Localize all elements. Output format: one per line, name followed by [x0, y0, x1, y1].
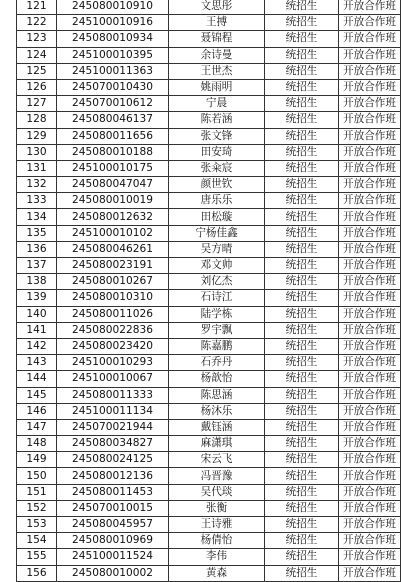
class-name-cell: 开放合作班 — [339, 0, 401, 15]
row-number-cell: 123 — [17, 31, 57, 47]
class-name-cell: 开放合作班 — [339, 15, 401, 31]
class-name-cell: 开放合作班 — [339, 160, 401, 176]
student-name-cell: 麻潇琪 — [169, 436, 265, 452]
student-id-cell: 245080012136 — [57, 468, 169, 484]
student-id-cell: 245080010267 — [57, 274, 169, 290]
student-id-cell: 245080010969 — [57, 533, 169, 549]
row-number-cell: 127 — [17, 96, 57, 112]
row-number-cell: 143 — [17, 355, 57, 371]
student-name-cell: 余诗曼 — [169, 47, 265, 63]
enrollment-type-cell: 统招生 — [265, 112, 339, 128]
student-id-cell: 245080011333 — [57, 387, 169, 403]
row-number-cell: 138 — [17, 274, 57, 290]
student-name-cell: 宋云飞 — [169, 452, 265, 468]
student-name-cell: 颜世钦 — [169, 177, 265, 193]
enrollment-type-cell: 统招生 — [265, 452, 339, 468]
student-id-cell: 245080046261 — [57, 241, 169, 257]
table-row — [17, 112, 401, 128]
student-id-cell: 245080023420 — [57, 338, 169, 354]
student-id-cell: 245080045957 — [57, 517, 169, 533]
class-name-cell: 开放合作班 — [339, 193, 401, 209]
row-number-cell: 148 — [17, 436, 57, 452]
table-row — [17, 128, 401, 144]
row-number-cell: 121 — [17, 0, 57, 15]
table-row — [17, 225, 401, 241]
row-number-cell: 129 — [17, 128, 57, 144]
row-number-cell: 145 — [17, 387, 57, 403]
class-name-cell: 开放合作班 — [339, 225, 401, 241]
table-row — [17, 517, 401, 533]
table-row — [17, 193, 401, 209]
student-name-cell: 石乔丹 — [169, 355, 265, 371]
row-number-cell: 141 — [17, 322, 57, 338]
table-row — [17, 387, 401, 403]
student-id-cell: 245080047047 — [57, 177, 169, 193]
table-row — [17, 549, 401, 565]
student-id-cell: 245070010430 — [57, 79, 169, 95]
table-row — [17, 403, 401, 419]
class-name-cell: 开放合作班 — [339, 371, 401, 387]
enrollment-type-cell: 统招生 — [265, 355, 339, 371]
class-name-cell: 开放合作班 — [339, 484, 401, 500]
student-name-cell: 田松璇 — [169, 209, 265, 225]
student-name-cell: 文思彤 — [169, 0, 265, 15]
row-number-cell: 140 — [17, 306, 57, 322]
student-id-cell: 245080010019 — [57, 193, 169, 209]
class-name-cell: 开放合作班 — [339, 533, 401, 549]
student-id-cell: 245080010188 — [57, 144, 169, 160]
class-name-cell: 开放合作班 — [339, 96, 401, 112]
enrollment-type-cell: 统招生 — [265, 128, 339, 144]
student-id-cell: 245080010310 — [57, 290, 169, 306]
table-row — [17, 436, 401, 452]
class-name-cell: 开放合作班 — [339, 306, 401, 322]
student-id-cell: 245100010916 — [57, 15, 169, 31]
class-name-cell: 开放合作班 — [339, 419, 401, 435]
table-row — [17, 500, 401, 516]
class-name-cell: 开放合作班 — [339, 241, 401, 257]
row-number-cell: 137 — [17, 258, 57, 274]
table-row — [17, 533, 401, 549]
class-name-cell: 开放合作班 — [339, 565, 401, 581]
student-name-cell: 黄森 — [169, 565, 265, 581]
table-row — [17, 258, 401, 274]
enrollment-type-cell: 统招生 — [265, 160, 339, 176]
student-id-cell: 245100010175 — [57, 160, 169, 176]
enrollment-type-cell: 统招生 — [265, 338, 339, 354]
class-name-cell: 开放合作班 — [339, 128, 401, 144]
student-id-cell: 245080011656 — [57, 128, 169, 144]
row-number-cell: 153 — [17, 517, 57, 533]
row-number-cell: 152 — [17, 500, 57, 516]
enrollment-type-cell: 统招生 — [265, 15, 339, 31]
table-row — [17, 209, 401, 225]
student-id-cell: 245080046137 — [57, 112, 169, 128]
class-name-cell: 开放合作班 — [339, 290, 401, 306]
enrollment-type-cell: 统招生 — [265, 193, 339, 209]
table-row — [17, 419, 401, 435]
row-number-cell: 136 — [17, 241, 57, 257]
class-name-cell: 开放合作班 — [339, 517, 401, 533]
row-number-cell: 125 — [17, 63, 57, 79]
class-name-cell: 开放合作班 — [339, 403, 401, 419]
enrollment-type-cell: 统招生 — [265, 533, 339, 549]
student-id-cell: 245080022836 — [57, 322, 169, 338]
student-roster-table — [16, 0, 401, 582]
student-name-cell: 姚雨明 — [169, 79, 265, 95]
row-number-cell: 146 — [17, 403, 57, 419]
table-row — [17, 31, 401, 47]
enrollment-type-cell: 统招生 — [265, 419, 339, 435]
enrollment-type-cell: 统招生 — [265, 177, 339, 193]
class-name-cell: 开放合作班 — [339, 258, 401, 274]
enrollment-type-cell: 统招生 — [265, 290, 339, 306]
student-id-cell: 245080011453 — [57, 484, 169, 500]
row-number-cell: 142 — [17, 338, 57, 354]
row-number-cell: 149 — [17, 452, 57, 468]
class-name-cell: 开放合作班 — [339, 468, 401, 484]
student-id-cell: 245100010293 — [57, 355, 169, 371]
student-id-cell: 245080034827 — [57, 436, 169, 452]
row-number-cell: 135 — [17, 225, 57, 241]
enrollment-type-cell: 统招生 — [265, 436, 339, 452]
table-row — [17, 484, 401, 500]
class-name-cell: 开放合作班 — [339, 209, 401, 225]
enrollment-type-cell: 统招生 — [265, 79, 339, 95]
class-name-cell: 开放合作班 — [339, 452, 401, 468]
row-number-cell: 124 — [17, 47, 57, 63]
enrollment-type-cell: 统招生 — [265, 209, 339, 225]
table-row — [17, 290, 401, 306]
student-id-cell: 245080023191 — [57, 258, 169, 274]
enrollment-type-cell: 统招生 — [265, 63, 339, 79]
student-name-cell: 陈思涵 — [169, 387, 265, 403]
row-number-cell: 122 — [17, 15, 57, 31]
table-row — [17, 241, 401, 257]
class-name-cell: 开放合作班 — [339, 274, 401, 290]
enrollment-type-cell: 统招生 — [265, 96, 339, 112]
enrollment-type-cell: 统招生 — [265, 47, 339, 63]
table-row — [17, 79, 401, 95]
table-row — [17, 0, 401, 15]
student-name-cell: 张文锋 — [169, 128, 265, 144]
class-name-cell: 开放合作班 — [339, 549, 401, 565]
class-name-cell: 开放合作班 — [339, 144, 401, 160]
table-row — [17, 177, 401, 193]
table-row — [17, 452, 401, 468]
table-row — [17, 63, 401, 79]
enrollment-type-cell: 统招生 — [265, 517, 339, 533]
enrollment-type-cell: 统招生 — [265, 0, 339, 15]
student-name-cell: 陈嘉鹏 — [169, 338, 265, 354]
student-id-cell: 245070010015 — [57, 500, 169, 516]
row-number-cell: 155 — [17, 549, 57, 565]
student-name-cell: 吴代琰 — [169, 484, 265, 500]
class-name-cell: 开放合作班 — [339, 436, 401, 452]
table-row — [17, 565, 401, 581]
student-id-cell: 245080010910 — [57, 0, 169, 15]
enrollment-type-cell: 统招生 — [265, 225, 339, 241]
table-row — [17, 96, 401, 112]
row-number-cell: 144 — [17, 371, 57, 387]
student-id-cell: 245100010067 — [57, 371, 169, 387]
student-name-cell: 杨沐乐 — [169, 403, 265, 419]
row-number-cell: 156 — [17, 565, 57, 581]
student-name-cell: 罗宇飘 — [169, 322, 265, 338]
class-name-cell: 开放合作班 — [339, 112, 401, 128]
student-name-cell: 杨歆怡 — [169, 371, 265, 387]
row-number-cell: 132 — [17, 177, 57, 193]
table-row — [17, 371, 401, 387]
enrollment-type-cell: 统招生 — [265, 468, 339, 484]
student-name-cell: 宁晨 — [169, 96, 265, 112]
class-name-cell: 开放合作班 — [339, 338, 401, 354]
student-name-cell: 王搏 — [169, 15, 265, 31]
student-name-cell: 李伟 — [169, 549, 265, 565]
student-name-cell: 刘亿杰 — [169, 274, 265, 290]
enrollment-type-cell: 统招生 — [265, 403, 339, 419]
row-number-cell: 128 — [17, 112, 57, 128]
table-row — [17, 322, 401, 338]
student-name-cell: 宁杨佳鑫 — [169, 225, 265, 241]
row-number-cell: 154 — [17, 533, 57, 549]
student-id-cell: 245100011134 — [57, 403, 169, 419]
student-id-cell: 245080010934 — [57, 31, 169, 47]
student-name-cell: 田安琦 — [169, 144, 265, 160]
class-name-cell: 开放合作班 — [339, 177, 401, 193]
class-name-cell: 开放合作班 — [339, 355, 401, 371]
enrollment-type-cell: 统招生 — [265, 322, 339, 338]
table-row — [17, 338, 401, 354]
table-row — [17, 47, 401, 63]
enrollment-type-cell: 统招生 — [265, 306, 339, 322]
student-name-cell: 吴方晴 — [169, 241, 265, 257]
table-row — [17, 274, 401, 290]
student-name-cell: 戴钰涵 — [169, 419, 265, 435]
enrollment-type-cell: 统招生 — [265, 565, 339, 581]
student-id-cell: 245080011026 — [57, 306, 169, 322]
row-number-cell: 134 — [17, 209, 57, 225]
student-name-cell: 杨倩怡 — [169, 533, 265, 549]
row-number-cell: 139 — [17, 290, 57, 306]
enrollment-type-cell: 统招生 — [265, 241, 339, 257]
row-number-cell: 151 — [17, 484, 57, 500]
roster-body — [17, 0, 401, 581]
table-row — [17, 144, 401, 160]
table-row — [17, 355, 401, 371]
student-name-cell: 陆学栋 — [169, 306, 265, 322]
row-number-cell: 150 — [17, 468, 57, 484]
enrollment-type-cell: 统招生 — [265, 371, 339, 387]
class-name-cell: 开放合作班 — [339, 387, 401, 403]
class-name-cell: 开放合作班 — [339, 79, 401, 95]
enrollment-type-cell: 统招生 — [265, 31, 339, 47]
class-name-cell: 开放合作班 — [339, 47, 401, 63]
student-name-cell: 石诗江 — [169, 290, 265, 306]
enrollment-type-cell: 统招生 — [265, 258, 339, 274]
student-name-cell: 王诗雅 — [169, 517, 265, 533]
student-id-cell: 245100011524 — [57, 549, 169, 565]
student-name-cell: 张籴宸 — [169, 160, 265, 176]
class-name-cell: 开放合作班 — [339, 322, 401, 338]
class-name-cell: 开放合作班 — [339, 500, 401, 516]
class-name-cell: 开放合作班 — [339, 63, 401, 79]
table-row — [17, 15, 401, 31]
class-name-cell: 开放合作班 — [339, 31, 401, 47]
table-row — [17, 468, 401, 484]
student-name-cell: 陈若涵 — [169, 112, 265, 128]
enrollment-type-cell: 统招生 — [265, 500, 339, 516]
table-row — [17, 160, 401, 176]
enrollment-type-cell: 统招生 — [265, 549, 339, 565]
row-number-cell: 126 — [17, 79, 57, 95]
row-number-cell: 147 — [17, 419, 57, 435]
row-number-cell: 131 — [17, 160, 57, 176]
student-id-cell: 245070010612 — [57, 96, 169, 112]
student-name-cell: 张衡 — [169, 500, 265, 516]
student-id-cell: 245080010002 — [57, 565, 169, 581]
table-row — [17, 306, 401, 322]
student-name-cell: 冯晋豫 — [169, 468, 265, 484]
enrollment-type-cell: 统招生 — [265, 144, 339, 160]
student-id-cell: 245100010395 — [57, 47, 169, 63]
student-name-cell: 聂锦程 — [169, 31, 265, 47]
student-name-cell: 唐乐乐 — [169, 193, 265, 209]
row-number-cell: 130 — [17, 144, 57, 160]
student-id-cell: 245100011363 — [57, 63, 169, 79]
student-name-cell: 王世杰 — [169, 63, 265, 79]
student-id-cell: 245080012632 — [57, 209, 169, 225]
enrollment-type-cell: 统招生 — [265, 274, 339, 290]
student-id-cell: 245070021944 — [57, 419, 169, 435]
student-id-cell: 245080024125 — [57, 452, 169, 468]
student-name-cell: 邓文帅 — [169, 258, 265, 274]
enrollment-type-cell: 统招生 — [265, 387, 339, 403]
enrollment-type-cell: 统招生 — [265, 484, 339, 500]
row-number-cell: 133 — [17, 193, 57, 209]
student-id-cell: 245100010102 — [57, 225, 169, 241]
